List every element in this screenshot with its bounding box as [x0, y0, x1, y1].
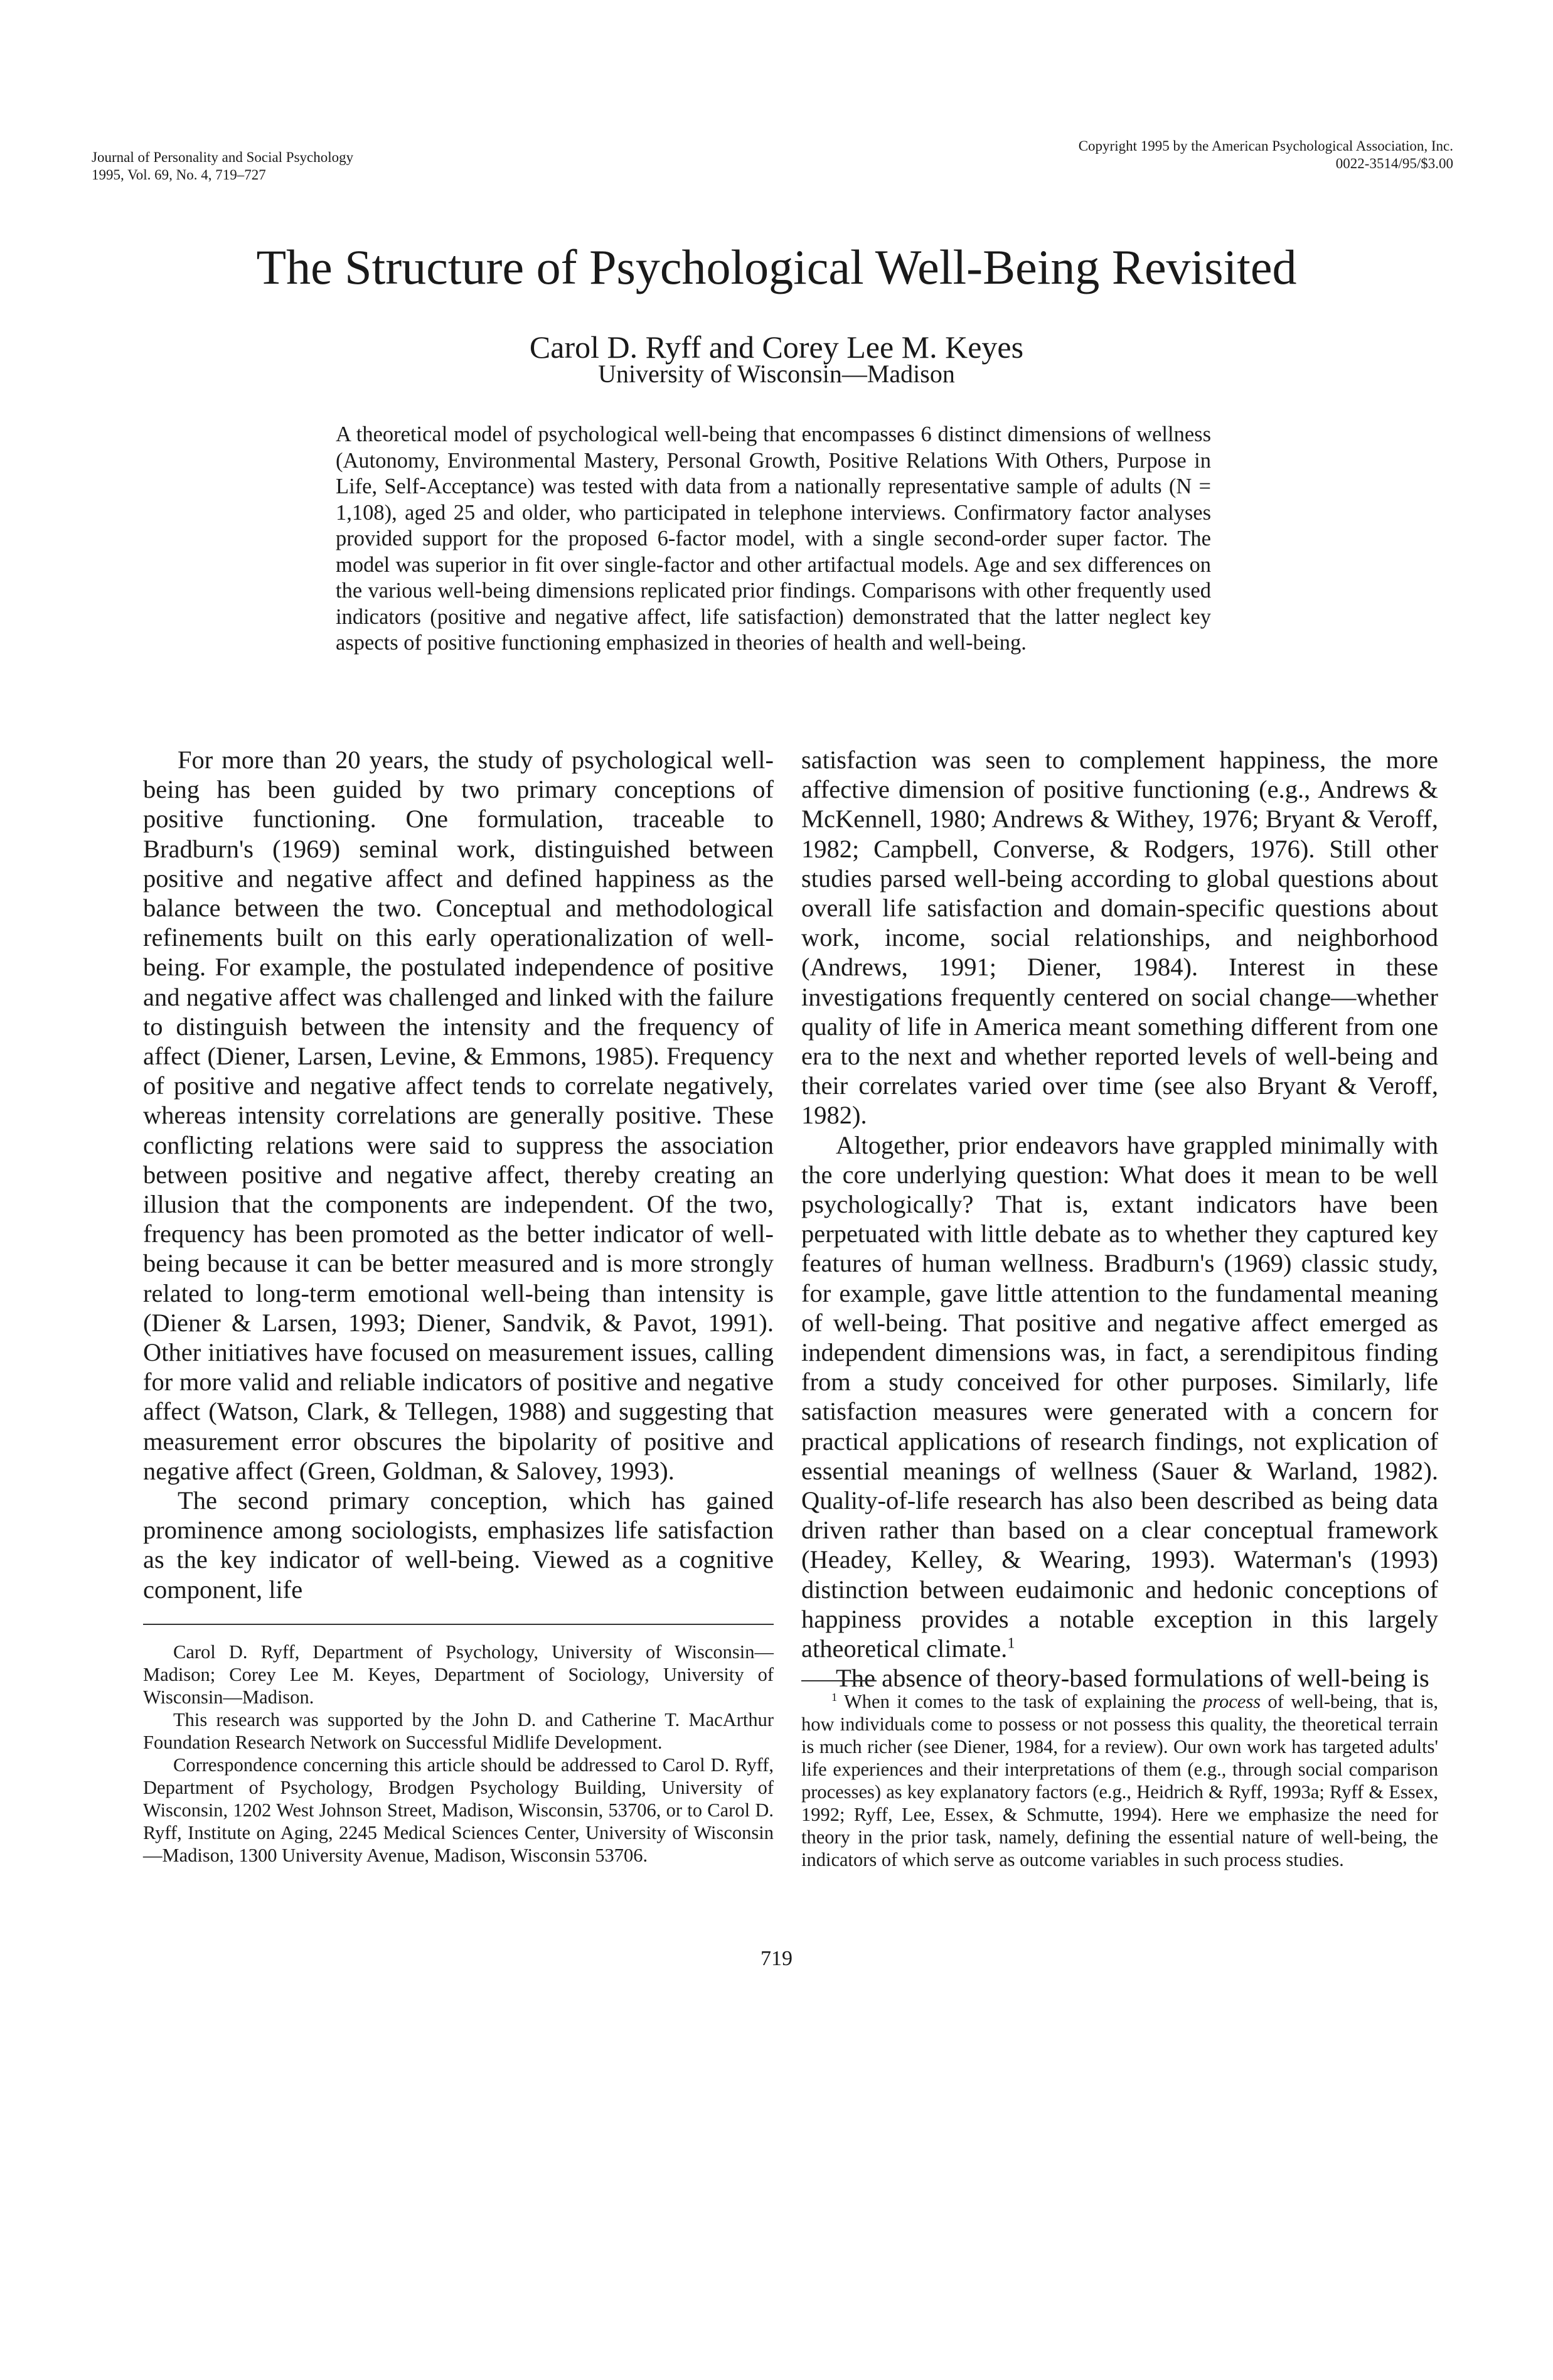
body-paragraph: The absence of theory-based formulations of well-being is: [836, 1664, 1429, 1693]
body-paragraph: For more than 20 years, the study of psychological well-being has been guided by two primary conceptions of positive functioning. One formulation, traceable to Bradburn's (1969) seminal work, distinguished between positive and negative affect and defined happiness as the balance between the two. Conceptual and methodological refinements built on this early operationalization of well-being. For example, the postulated independence of positive and negative affect was challenged and linked with the failure to distinguish between the intensity and the frequency of affect (Diener, Larsen, Levine, & Emmons, 1985). Frequency of positive and negative affect tends to correlate negatively, whereas intensity correlations are generally positive. These conflicting relations were said to suppress the association between positive and negative affect, thereby creating an illusion that the components are independent. Of the two, frequency has been promoted as the better indicator of well-being because it can be better measured and is more strongly related to long-term emotional well-being than intensity is (Diener & Larsen, 1993; Diener, Sandvik, & Pavot, 1991). Other initiatives have focused on measurement issues, calling for more valid and reliable indicators of positive and negative affect (Watson, Clark, & Tellegen, 1988) and suggesting that measurement error obscures the bipolarity of positive and negative affect (Green, Goldman, & Salovey, 1993).: [143, 746, 774, 1485]
body-column-right: [801, 745, 1438, 1693]
body-paragraph-text: Altogether, prior endeavors have grappled minimally with the core underlying question: What does it mean to be well psychologically? That is, extant indicators have been perpetuated with little debate as to whether they captured key features of human wellness. Bradburn's (1969) classic study, for example, gave little attention to the fundamental meaning of well-being. That positive and negative affect emerged as independent dimensions was, in fact, a serendipitous finding from a study conceived for other purposes. Similarly, life satisfaction measures were generated with a concern for practical applications of research findings, not explication of essential meanings of wellness (Sauer & Warland, 1982). Quality-of-life research has also been described as being data driven rather than based on a clear conceptual framework (Headey, Kelley, & Wearing, 1993). Waterman's (1993) distinction between eudaimonic and hedonic conceptions of happiness provides a notable exception in this largely atheoretical climate.: [801, 1130, 1438, 1663]
footnote-marker: 1: [831, 1690, 838, 1703]
footnote: [801, 1690, 1438, 1871]
footnote-reference: 1: [1007, 1634, 1015, 1652]
footnote-emphasis: process: [1203, 1691, 1261, 1712]
footnote-text-end: of well-being, that is, how individuals come to possess or not possess this quality, the theoretical terrain is much richer (see Diener, 1984, for a review). Our own work has targeted adults' life experiences and their interpretations of them (e.g., through social comparison processes) as key explanatory factors (e.g., Heidrich & Ryff, 1993a; Ryff & Essex, 1992; Ryff, Lee, Essex, & Schmutte, 1994). Here we emphasize the need for theory in the prior task, namely, defining the essential nature of well-being, the indicators of which serve as outcome variables in such process studies.: [801, 1691, 1438, 1870]
author-note-paragraph: Correspondence concerning this article should be addressed to Carol D. Ryff, Department of Psychology, Brodgen Psychology Building, University of Wisconsin, 1202 West Johnson Street, Madison, Wisconsin, 53706, or to Carol D. Ryff, Institute on Aging, 2245 Medical Sciences Center, University of Wisconsin—Madison, 1300 University Avenue, Madison, Wisconsin 53706.: [143, 1754, 774, 1866]
copyright-line: Copyright 1995 by the American Psychological Association, Inc.: [1078, 138, 1453, 154]
copyright-notice: [816, 137, 1453, 173]
author-note-paragraph: Carol D. Ryff, Department of Psychology, University of Wisconsin—Madison; Corey Lee M. Keyes, Department of Sociology, University of Wisconsin—Madison.: [143, 1641, 774, 1708]
author-note-divider: [143, 1624, 774, 1625]
journal-citation: [92, 149, 353, 184]
body-column-left: [143, 745, 774, 1604]
issn-line: 0022-3514/95/$3.00: [1335, 156, 1453, 171]
author-names: Carol D. Ryff and Corey Lee M. Keyes: [529, 330, 1024, 365]
author-affiliation: University of Wisconsin—Madison: [598, 360, 955, 388]
author-note-paragraph: This research was supported by the John D. and Catherine T. MacArthur Foundation Research Network on Successful Midlife Development.: [143, 1709, 774, 1753]
journal-name: Journal of Personality and Social Psychology: [92, 149, 354, 165]
body-paragraph: satisfaction was seen to complement happiness, the more affective dimension of positive functioning (e.g., Andrews & McKennell, 1980; Andrews & Withey, 1976; Bryant & Veroff, 1982; Campbell, Converse, & Rodgers, 1976). Still other studies parsed well-being according to global questions about overall life satisfaction and domain-specific questions about work, income, social relationships, and neighborhood (Andrews, 1991; Diener, 1984). Interest in these investigations frequently centered on social change—whether quality of life in America meant something different from one era to the next and whether reported levels of well-being and their correlates varied over time (see also Bryant & Veroff, 1982).: [801, 746, 1438, 1130]
body-paragraph: The second primary conception, which has gained prominence among sociologists, emphasizes life satisfaction as the key indicator of well-being. Viewed as a cognitive component, life: [143, 1486, 774, 1604]
author-note: [143, 1641, 774, 1867]
journal-volume: 1995, Vol. 69, No. 4, 719–727: [92, 167, 266, 183]
abstract: A theoretical model of psychological well-being that encompasses 6 distinct dimensions of wellness (Autonomy, Environmental Mastery, Personal Growth, Positive Relations With Others, Purpose in Life, Self-Acceptance) was tested with data from a nationally representative sample of adults (N = 1,108), aged 25 and older, who participated in telephone interviews. Confirmatory factor analyses provided support for the proposed 6-factor model, with a single second-order super factor. The model was superior in fit over single-factor and other artifactual models. Age and sex differences on the various well-being dimensions replicated prior findings. Comparisons with other frequently used indicators (positive and negative affect, life satisfaction) demonstrated that the latter neglect key aspects of positive functioning emphasized in theories of health and well-being.: [336, 422, 1211, 655]
article-title: The Structure of Psychological Well-Being Revisited: [256, 240, 1297, 294]
body-paragraph: [801, 1130, 1438, 1664]
footnote-paragraph: [801, 1690, 1438, 1871]
footnote-text-start: When it comes to the task of explaining the: [844, 1691, 1203, 1712]
footnote-divider: [801, 1680, 877, 1681]
page-number: 719: [760, 1947, 793, 1970]
